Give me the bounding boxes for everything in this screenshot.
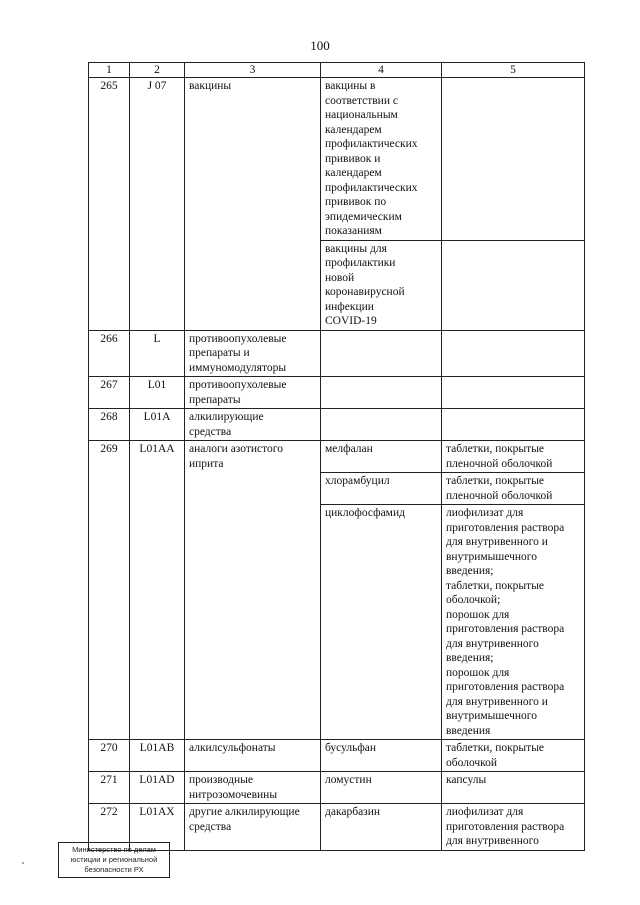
group-name: алкилирующие средства (185, 409, 321, 441)
dosage-form (442, 330, 585, 377)
atc-code: L (130, 330, 185, 377)
header-col-3: 3 (185, 63, 321, 78)
dosage-form: лиофилизат для приготовления раствора для внутривенного (442, 804, 585, 851)
drug-name: хлорамбуцил (321, 473, 442, 505)
table-row (89, 330, 585, 377)
table-header-row (89, 63, 585, 78)
drug-name (321, 330, 442, 377)
table-row (89, 441, 585, 473)
row-number: 268 (89, 409, 130, 441)
header-col-1: 1 (89, 63, 130, 78)
dosage-form: таблетки, покрытые пленочной оболочкой (442, 441, 585, 473)
dosage-form (442, 78, 585, 241)
group-name: противоопухолевые препараты (185, 377, 321, 409)
group-name: алкилсульфонаты (185, 740, 321, 772)
drug-name (321, 409, 442, 441)
group-name: аналоги азотистого иприта (185, 441, 321, 740)
dosage-form: капсулы (442, 772, 585, 804)
dosage-form (442, 409, 585, 441)
dosage-form (442, 240, 585, 330)
medicines-table (88, 62, 585, 851)
stamp-line: Министерство по делам (72, 845, 156, 854)
atc-code: L01AX (130, 804, 185, 851)
table-row (89, 772, 585, 804)
page-number: 100 (310, 38, 330, 53)
row-number: 270 (89, 740, 130, 772)
table-row (89, 377, 585, 409)
row-number: 271 (89, 772, 130, 804)
drug-name: вакцины для профилактики новой коронавирусной инфекции COVID-19 (321, 240, 442, 330)
header-col-4: 4 (321, 63, 442, 78)
row-number: 265 (89, 78, 130, 331)
atc-code: L01A (130, 409, 185, 441)
ministry-stamp (58, 842, 170, 878)
atc-code: J 07 (130, 78, 185, 331)
dosage-form (442, 377, 585, 409)
dosage-form: лиофилизат для приготовления раствора для внутривенного и внутримышечного введения; таблетки, покрытые оболочкой; порошок для приготовления раствора для внутривенного введения; порошок для приготовления раствора для внутривенного и внутримышечного введения (442, 505, 585, 740)
header-col-5: 5 (442, 63, 585, 78)
group-name: вакцины (185, 78, 321, 331)
drug-name: циклофосфамид (321, 505, 442, 740)
stamp-line: юстиции и региональной (70, 855, 158, 864)
atc-code: L01AB (130, 740, 185, 772)
row-number: 266 (89, 330, 130, 377)
drug-name: вакцины в соответствии с национальным календарем профилактических прививок и календарем профилактических прививок по эпидемическим показаниям (321, 78, 442, 241)
table-row (89, 78, 585, 241)
scan-speck (22, 862, 24, 864)
group-name: противоопухолевые препараты и иммуномодуляторы (185, 330, 321, 377)
row-number: 267 (89, 377, 130, 409)
drug-name: дакарбазин (321, 804, 442, 851)
atc-code: L01AA (130, 441, 185, 740)
table-row (89, 740, 585, 772)
stamp-line: безопасности РХ (84, 865, 144, 874)
drug-name: ломустин (321, 772, 442, 804)
row-number: 269 (89, 441, 130, 740)
atc-code: L01 (130, 377, 185, 409)
header-col-2: 2 (130, 63, 185, 78)
group-name: производные нитрозомочевины (185, 772, 321, 804)
atc-code: L01AD (130, 772, 185, 804)
drug-name (321, 377, 442, 409)
dosage-form: таблетки, покрытые пленочной оболочкой (442, 473, 585, 505)
drug-name: мелфалан (321, 441, 442, 473)
group-name: другие алкилирующие средства (185, 804, 321, 851)
drug-name: бусульфан (321, 740, 442, 772)
dosage-form: таблетки, покрытые оболочкой (442, 740, 585, 772)
table-row (89, 409, 585, 441)
row-number: 272 (89, 804, 130, 851)
